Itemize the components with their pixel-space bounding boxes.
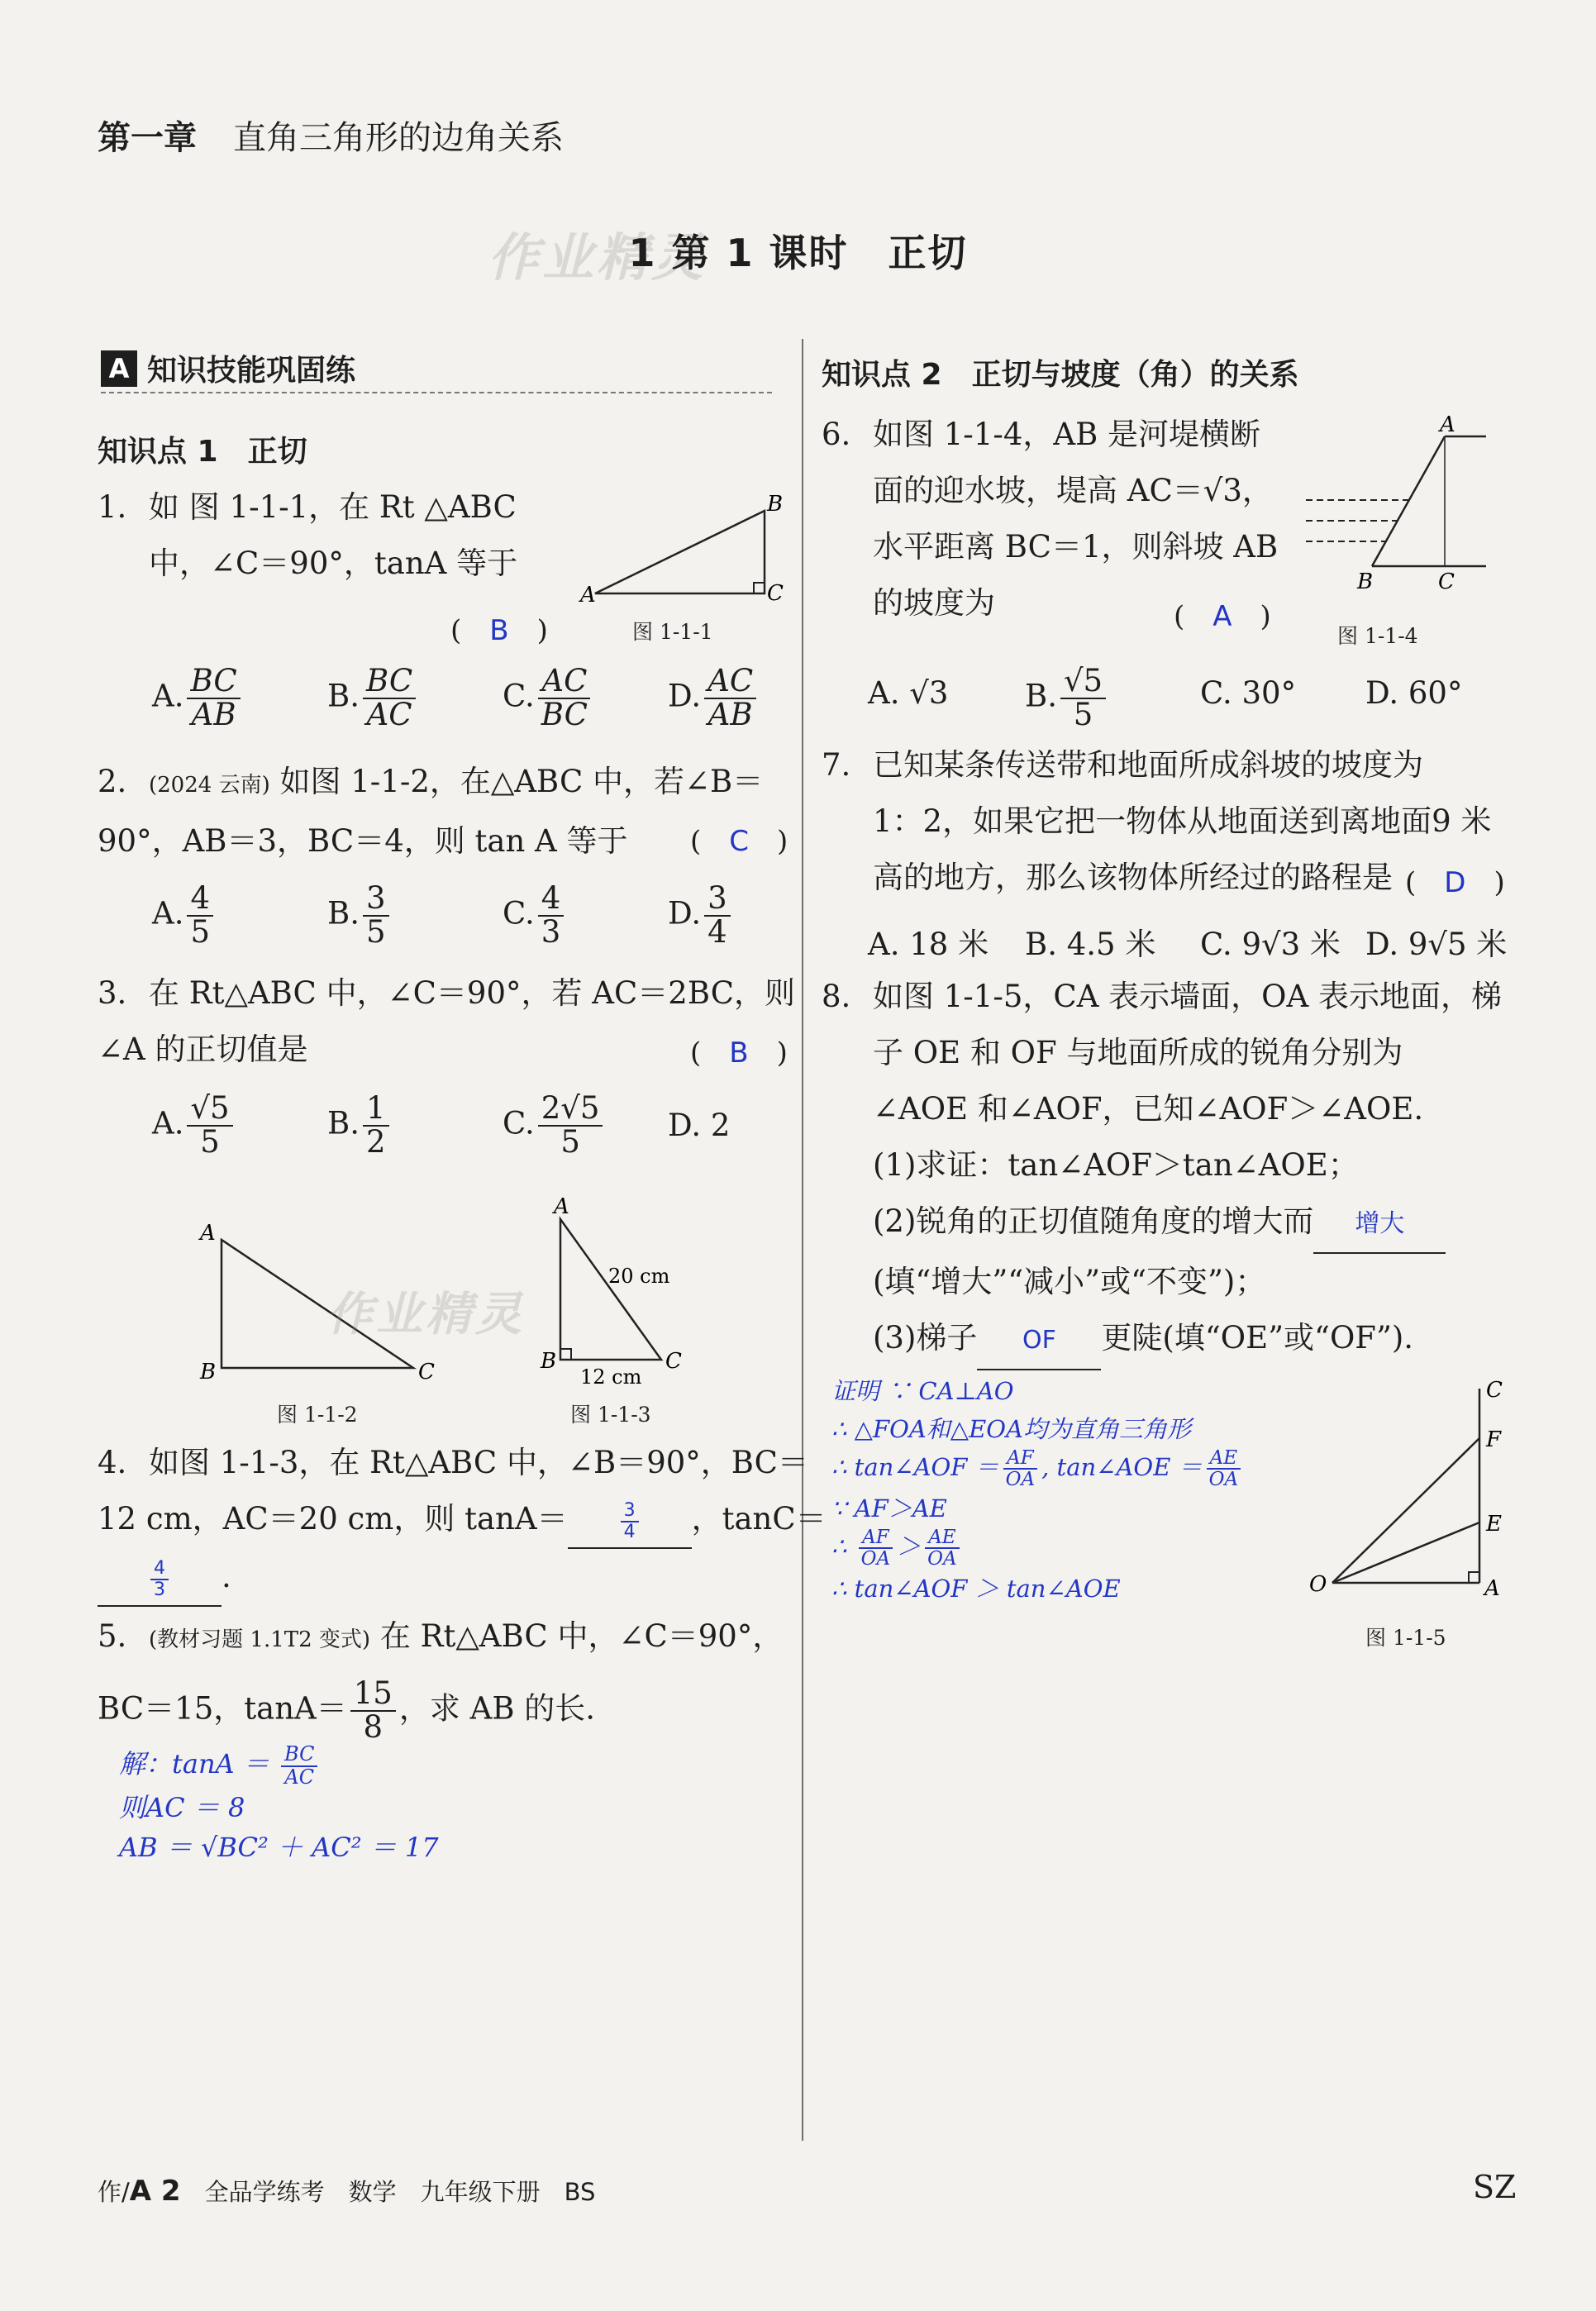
question-3: 3. 在 Rt△ABC 中，∠C＝90°，若 AC＝2BC，则 ∠A 的正切值是 [98, 975, 796, 1067]
svg-text:B: B [1357, 569, 1374, 594]
section-a-heading: A 知识技能巩固练 [101, 347, 355, 389]
q2-answer-bracket: ( C ) [690, 825, 788, 858]
q3-options: A. $\frac{√5}{5}$ B. $\frac{1}{2}$ C. $\frac{2√5}{5}$ D. 2 [152, 1090, 731, 1160]
lesson-title: 1 第 1 课时 正切 [628, 231, 968, 275]
figure-1-1-1 [579, 488, 793, 612]
figure-1-1-5 [1298, 1372, 1521, 1603]
svg-text:C: C [1486, 1378, 1503, 1403]
q6-answer-bracket: ( A ) [1174, 600, 1271, 633]
svg-text:E: E [1486, 1512, 1502, 1537]
q6-options: A. √3 B. $\frac{√5}{5}$ C. 30° D. 60° [868, 663, 1463, 732]
q7-answer-bracket: ( D ) [1405, 866, 1505, 899]
svg-text:C: C [665, 1349, 682, 1374]
svg-text:C: C [767, 581, 784, 606]
q8-handwritten-proof: 证明 ∵ CA⊥AO ∴ △FOA和△EOA均为直角三角形 ∴ tan∠AOF ＝ $\frac{AF}{OA}$ , tan∠AOE ＝ $\frac{AE}{OA}$ ∵ AF＞AE ∴ $\frac{AF}{OA}$ ＞ $\frac{AE}{OA}$ ∴ tan∠AOF ＞ tan∠AOE [831, 1372, 1245, 1608]
page-footer: 作/A 2 全品学练考 数学 九年级下册 BS [98, 2175, 596, 2208]
svg-text:C: C [1438, 569, 1455, 594]
svg-text:A: A [554, 1194, 569, 1219]
svg-text:12 cm: 12 cm [580, 1365, 642, 1389]
svg-text:20 cm: 20 cm [608, 1265, 670, 1288]
question-1: 1. 如 图 1-1-1，在 Rt △ABC 中，∠C＝90°，tanA 等于 [98, 489, 518, 581]
q3-answer-bracket: ( B ) [690, 1036, 788, 1070]
svg-text:O: O [1309, 1572, 1327, 1597]
q5-handwritten-solution: 解：tanA ＝ $\frac{BC}{AC}$ 则AC ＝ 8 AB ＝ √BC² ＋ AC² ＝ 17 [119, 1742, 439, 1863]
svg-text:A: A [200, 1221, 216, 1246]
svg-text:B: B [200, 1360, 217, 1384]
q1-answer-bracket: ( B ) [450, 614, 548, 647]
question-7: 7. 已知某条传送带和地面所成斜坡的坡度为 1：2，如果它把一物体从地面送到离地面9 米 高的地方，那么该物体所经过的路程是 [822, 747, 1492, 895]
section-rule [101, 392, 772, 393]
svg-text:A: A [1484, 1576, 1500, 1601]
svg-text:B: B [767, 492, 784, 517]
svg-text:A: A [1440, 413, 1455, 437]
q7-options: A. 18 米 B. 4.5 米 C. 9√3 米 D. 9√5 米 [868, 927, 1508, 962]
q2-options: A. $\frac{4}{5}$ B. $\frac{3}{5}$ C. $\frac{4}{3}$ D. $\frac{3}{4}$ [152, 883, 797, 949]
watermark-2: 作业精灵 [326, 1288, 525, 1341]
caption-1-1-1: 图 1-1-1 [632, 620, 713, 644]
watermark: 作业精灵 [488, 227, 707, 288]
caption-1-1-5: 图 1-1-5 [1365, 1626, 1446, 1650]
caption-1-1-4: 图 1-1-4 [1337, 624, 1418, 648]
caption-1-1-2: 图 1-1-2 [277, 1403, 358, 1427]
footer-code: SZ [1473, 2169, 1517, 2205]
caption-1-1-3: 图 1-1-3 [570, 1403, 651, 1427]
chapter-heading: 第一章 直角三角形的边角关系 [98, 119, 564, 157]
q1-options: A. $\frac{BC}{AB}$ B. $\frac{BC}{AC}$ C. $\frac{AC}{BC}$ D. $\frac{AC}{AB}$ [152, 665, 797, 731]
question-8: 8. 如图 1-1-5，CA 表示墙面，OA 表示地面，梯 子 OE 和 OF 与地面所成的锐角分别为 ∠AOE 和∠AOF，已知∠AOF＞∠AOE. (1)求证：tan∠AOF＞tan∠AOE； (2)锐角的正切值随角度的增大而 增大 (填“增大”“减小”或“不变”)； (3)梯子 OF 更陡(填“OE”或“OF”). [822, 969, 1502, 1370]
question-5: 5. (教材习题 1.1T2 变式) 在 Rt△ABC 中，∠C＝90°， BC＝15，tanA＝ $\frac{15}{8}$ ，求 AB 的长. [98, 1618, 784, 1745]
question-6: 6. 如图 1-1-4，AB 是河堤横断 面的迎水坡，堤高 AC＝√3， 水平距离 BC＝1，则斜坡 AB 的坡度为 [822, 417, 1279, 621]
svg-text:C: C [418, 1360, 435, 1384]
question-2: 2. (2024 云南) 如图 1-1-2，在△ABC 中，若∠B＝ 90°，AB＝3，BC＝4，则 tan A 等于 [98, 764, 764, 859]
svg-text:A: A [580, 583, 596, 608]
svg-text:B: B [541, 1349, 557, 1374]
question-4: 4. 如图 1-1-3，在 Rt△ABC 中，∠B＝90°，BC＝ 12 cm，AC＝20 cm，则 tanA＝ $\frac{3}{4}$ ，tanC＝ $\frac{4}{3}$ . [98, 1435, 827, 1607]
knowledge-point-1: 知识点 1 正切 [98, 435, 307, 469]
figure-1-1-4 [1298, 413, 1496, 599]
column-divider [802, 339, 803, 2141]
knowledge-point-2: 知识点 2 正切与坡度（角）的关系 [822, 358, 1299, 392]
svg-text:F: F [1486, 1427, 1502, 1452]
figure-1-1-3 [529, 1190, 777, 1389]
section-badge: A [101, 350, 137, 387]
